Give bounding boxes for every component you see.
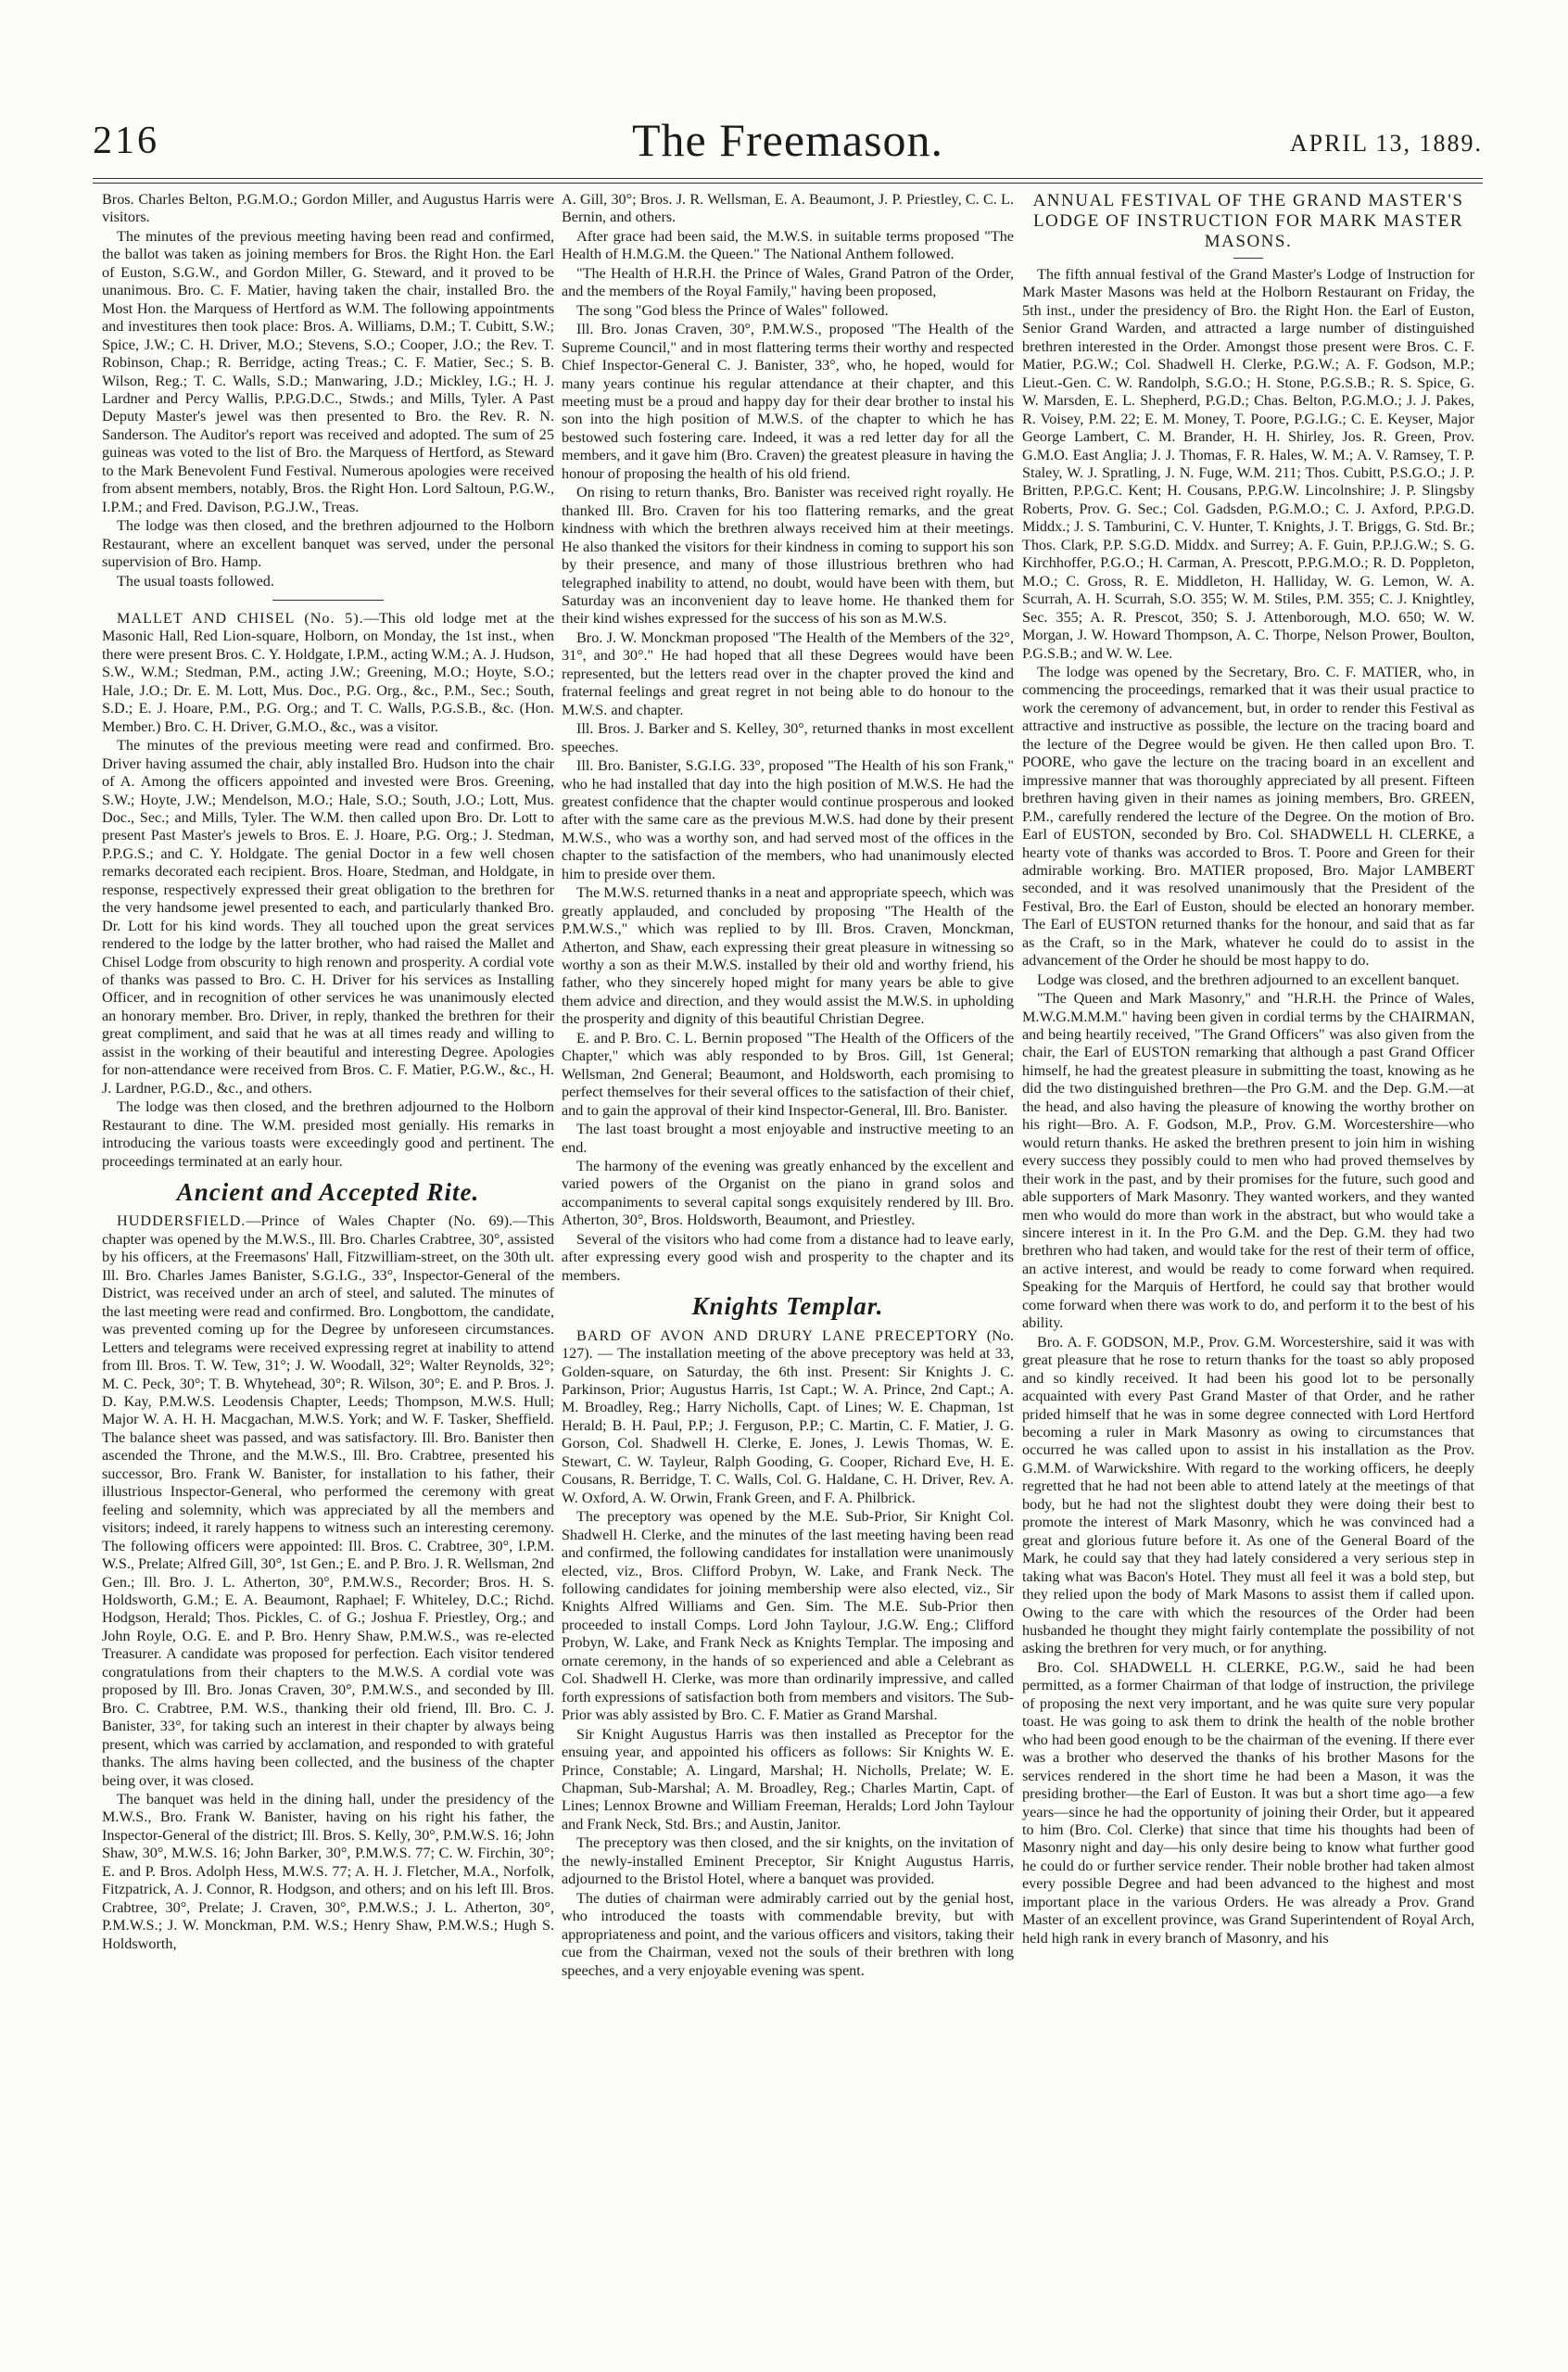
column-1: [102, 191, 554, 2351]
paragraph: After grace had been said, the M.W.S. in suitable terms proposed "The Health of H.M.G.M. the Queen." The National Anthem followed.: [562, 227, 1014, 263]
report-body: (No. 127). — The installation meeting of the above preceptory was held at 33, Golden-square, on Saturday, the 6th inst. Present: Sir Knights J. C. Parkinson, Prior; Augustus Harris, 1st Capt.; W. A. Prince, 2nd Capt.; A. M. Broadley, Reg.; Harry Nicholls, Capt. of Lines; W. E. Chapman, 1st Herald; B. H. Paul, P.P.; J. Ferguson, P.P.; C. Martin, C. F. Matier, J. G. Gorson, Col. Shadwell H. Clerke, E. Jones, J. Lewis Thomas, W. E. Stewart, C. W. Tayleur, Ralph Gooding, G. Cooper, Richard Eve, H. E. Cousans, R. Berridge, T. C. Walls, Col. G. Haldane, C. H. Driver, Rev. A. W. Oxford, A. W. Orwin, Frank Green, and F. A. Philbrick.: [562, 1326, 1014, 1506]
paragraph: The preceptory was opened by the M.E. Sub-Prior, Sir Knight Col. Shadwell H. Clerke, and the minutes of the last meeting having been read and confirmed, the following candidates for installation were unanimously elected, viz., Bros. Clifford Probyn, W. Lake, and Frank Neck. The following candidates for joining membership were also elected, viz., Sir Knights Alfred Williams and Gen. Sim. The M.E. Sub-Prior then proceeded to install Comps. Lord John Taylour, J.G.W. Eng.; Clifford Probyn, W. Lake, and Frank Neck as Knights Templar. The imposing and ornate ceremony, in the hands of so experienced and able a Celebrant as Col. Shadwell H. Clerke, was more than ordinarily impressive, and called forth expressions of satisfaction both from members and visitors. The Sub-Prior was ably assisted by Bro. C. F. Matier as Grand Marshal.: [562, 1508, 1014, 1724]
section-heading-ancient-rite: Ancient and Accepted Rite.: [176, 1178, 480, 1207]
preceptory-name: BARD OF AVON AND DRURY LANE PRECEPTORY: [576, 1326, 980, 1344]
article-heading-annual-festival: ANNUAL FESTIVAL OF THE GRAND MASTER'S LODGE OF INSTRUCTION FOR MARK MASTER MASONS.: [1032, 191, 1464, 251]
paragraph: The preceptory was then closed, and the sir knights, on the invitation of the newly-installed Eminent Preceptor, Sir Knight Augustus Harris, adjourned to the Bristol Hotel, where a banquet was provided.: [562, 1834, 1014, 1888]
paragraph: Ill. Bro. Banister, S.G.I.G. 33°, proposed "The Health of his son Frank," who he had installed that day into the high position of M.W.S. He had the greatest confidence that the chapter would continue prosperous and looked after with the same care as the previous M.W.S. had done by their present M.W.S., who was a worthy son, and had served most of the offices in the chapter to the satisfaction of the members, who had unanimously elected him to preside over them.: [562, 757, 1014, 882]
paragraph: The duties of chairman were admirably carried out by the genial host, who introduced the toasts with commendable brevity, but with appropriateness and point, and the various officers and visitors, taking their cue from the Chairman, vexed not the souls of their brethren with long speeches, and a very enjoyable evening was spent.: [562, 1889, 1014, 1979]
paragraph: Lodge was closed, and the brethren adjourned to an excellent banquet.: [1037, 970, 1460, 988]
page-number: 216: [93, 120, 159, 162]
paragraph: Ill. Bros. J. Barker and S. Kelley, 30°, returned thanks in most excellent speeches.: [562, 720, 1014, 755]
paragraph: The lodge was then closed, and the brethren adjourned to the Holborn Restaurant, where an excellent banquet was served, under the personal supervision of Bro. Hamp.: [102, 517, 554, 571]
heading-divider: [1233, 258, 1263, 259]
paragraph: The fifth annual festival of the Grand Master's Lodge of Instruction for Mark Master Masons was held at the Holborn Restaurant on Friday, the 5th inst., under the presidency of Bro. the Right Hon. the Earl of Euston, Senior Grand Warden, and attracted a large number of distinguished brethren interested in the Order. Amongst those present were Bros. C. F. Matier, P.G.W.; Col. Shadwell H. Clerke, P.G.W.; A. F. Godson, M.P.; Lieut.-Gen. C. W. Randolph, S.G.O.; H. Stone, P.G.S.B.; R. S. Spice, G. W. Marsden, E. L. Shepherd, P.G.D.; Chas. Belton, P.G.M.O.; J. J. Pakes, R. Voisey, P.M. 22; E. M. Money, T. Poore, P.G.I.G.; C. E. Keyser, Major George Lambert, C. M. Brander, H. H. Shirley, Jos. R. Green, Prov. G.M.O. East Anglia; J. J. Thomas, F. R. Hales, W. M.; A. V. Ramsey, T. P. Staley, W. J. Spratling, J. N. Fuge, W.M. 211; Thos. Cubitt, P.S.G.O.; J. P. Britten, P.P.G.C. Kent; H. Cousans, P.P.G.W. Lincolnshire; J. P. Slingsby Roberts, Prov. G. Sec.; Col. Gadsden, P.G.M.O.; C. J. Axford, P.P.G.D. Middx.; J. S. Tamburini, C. V. Hunter, T. Knights, J. T. Briggs, G. Std. Br.; Thos. Clark, P.P. S.G.D. Middx. and Surrey; A. F. Guin, P.P.J.G.W.; S. G. Kirchhoffer, P.G.O.; H. Carman, A. Prescott, P.P.G.M.O.; R. D. Poppleton, M.O.; C. Gross, R. E. Middleton, H. Halliday, W. G. Lemon, W. A. Scurrah, A. H. Scurrah, S.O. 355; W. M. Stiles, P.M. 355; C. J. Knightley, Sec. 355; A. R. Prescot, 350; S. J. Attenborough, M.O. 650; W. W. Morgan, J. W. Howard Thompson, A. C. Thorpe, Nelson Prower, Boulton, P.G.S.B.; and W. W. Lee.: [1022, 266, 1474, 662]
paragraph: Bro. A. F. GODSON, M.P., Prov. G.M. Worcestershire, said it was with great pleasure that he rose to return thanks for the toast so ably proposed and so kindly received. It had been his good lot to be personally acquainted with every Past Grand Master of that Order, and he rather prided himself that he was in some degree connected with Lord Hertford becoming a ruler in Mark Masonry as owing to circumstances that occurred he was called upon to assist in his installation as the Prov. G.M.M. of Warwickshire. With regard to the working officers, he deeply regretted that he had not been able to attend lately at the meetings of that body, but he had not the slightest doubt they were doing their best to promote the interest of Mark Masonry, which he was convinced had a great and glorious future before it. As one of the General Board of the Mark, he could say that they had lately considered a very serious step in taking what was Bacon's Hotel. They must all feel it was a bold step, but they relied upon the body of Mark Masons to assist them if called upon. Owing to the care with which the resources of the Order had been husbanded he thought they might fairly contemplate the possibility of not asking the brethren for very much, or for anything.: [1022, 1333, 1474, 1657]
section-divider: [272, 600, 384, 601]
report-bard-of-avon: [562, 1327, 1014, 1508]
column-2: [562, 191, 1014, 2351]
chapter-name: HUDDERSFIELD.: [117, 1212, 247, 1230]
report-body: —Prince of Wales Chapter (No. 69).—This chapter was opened by the M.W.S., Ill. Bro. Charles Crabtree, 30°, assisted by his officers, at the Freemasons' Hall, Fitzwilliam-street, on the 30th ult. Ill. Bro. Charles James Banister, S.G.I.G., 33°, Inspector-General of the District, was received under an arch of steel, and saluted. The minutes of the last meeting were read and confirmed. Bro. Longbottom, the candidate, was prevented coming up for the Degree by unforeseen circumstances. Letters and telegrams were received expressing regret at inability to attend from Ill. Bros. T. W. Tew, 31°; J. W. Woodall, 32°; Walter Reynolds, 32°; M. C. Peck, 30°; T. B. Whytehead, 30°; R. Wilson, 30°; E. and P. Bros. J. D. Kay, P.M.W.S. Leodensis Chapter, Leeds; Thompson, M.W.S. Hull; Major W. A. H. H. Macgachan, M.W.S. York; and W. F. Tasker, Sheffield. The balance sheet was passed, and was satisfactory. Ill. Bro. Banister then ascended the Throne, and the M.W.S., Ill. Bro. Crabtree, presented his successor, Bro. Frank W. Banister, for installation to his father, their illustrious Inspector-General, who performed the ceremony with great feeling and solemnity, which was appreciated by all the members and visitors; indeed, it rarely happens to witness such an interesting ceremony. The following officers were appointed: Ill. Bros. C. Crabtree, 30°, I.P.M. W.S., Prelate; Alfred Gill, 30°, 1st Gen.; E. and P. Bro. J. R. Wellsman, 2nd Gen.; Ill. Bro. J. L. Atherton, 30°, P.M.W.S., Recorder; Bros. H. S. Holdsworth, G.M.; E. A. Beaumont, Raphael; F. Whiteley, D.C.; Richd. Hodgson, Herald; Thos. Pickles, C. of G.; Joshua F. Priestley, Org.; and John Royle, O.G. E. and P. Bro. Henry Shaw, P.M.W.S., was re-elected Treasurer. A candidate was proposed for perfection. Each visitor tendered congratulations from their chapters to the M.W.S. A cordial vote was proposed by Ill. Bro. Jonas Craven, 30°, P.M.W.S., and seconded by Ill. Bro. C. Crabtree, P.M. W.S., thanking their old friend, Ill. Bro. C. J. Banister, 33°, for taking such an interest in their chapter by always being present, which was carried by acclamation, and responded to with grateful thanks. The alms having been collected, and the business of the chapter being over, it was closed.: [102, 1212, 554, 1789]
paragraph: Ill. Bro. Jonas Craven, 30°, P.M.W.S., proposed "The Health of the Supreme Council," and in most flattering terms their worthy and respected Chief Inspector-General C. J. Banister, 33°, who, he hoped, would for many years continue his regular attendance at their chapter, and this meeting must be a proud and happy day for their dear brother to instal his son into the high position of M.W.S. of the chapter to which he has bestowed such fostering care. Indeed, it was a red letter day for all the members, and it gave him (Bro. Craven) the greatest pleasure in having the honour of proposing the health of his old friend.: [562, 321, 1014, 482]
paragraph: Sir Knight Augustus Harris was then installed as Preceptor for the ensuing year, and appointed his officers as follows: Sir Knights W. E. Prince, Constable; A. Lingard, Marshal; H. Nicholls, Prelate; W. E. Chapman, Sub-Marshal; A. M. Broadley, Reg.; Charles Martin, Capt. of Lines; Lennox Browne and William Freeman, Heralds; Lord John Taylour and Frank Neck, Std. Brs.; and Austin, Janitor.: [562, 1725, 1014, 1833]
paragraph: The lodge was opened by the Secretary, Bro. C. F. MATIER, who, in commencing the proceedings, remarked that it was their usual practice to work the ceremony of advancement, but, in order to render this Festival as attractive and instructive as possible, the lecture on the tracing board and the lecture of the Degree would be given. He then called upon Bro. T. POORE, who gave the lecture on the tracing board in an excellent and impressive manner that was thoroughly appreciated by all present. Fifteen brethren having given in their names as joining members, Bro. GREEN, P.M., carefully rendered the lecture of the Degree. On the motion of Bro. Earl of EUSTON, seconded by Bro. Col. SHADWELL H. CLERKE, a hearty vote of thanks was accorded to Bros. T. Poore and Green for their admirable working. Bro. MATIER proposed, Bro. Major LAMBERT seconded, and it was resolved unanimously that the President of the Festival, Bro. the Earl of Euston, should be elected an honorary member. The Earl of EUSTON returned thanks for the honour, and said that as far as the Craft, so in the Mark, whatever he could do to assist in the advancement of the Order he should be most happy to do.: [1022, 663, 1474, 970]
section-heading-knights-templar: Knights Templar.: [691, 1292, 884, 1321]
paragraph: The banquet was held in the dining hall, under the presidency of the M.W.S., Bro. Frank W. Banister, having on his right his father, the Inspector-General of the district; Ill. Bros. S. Kelly, 30°, P.M.W.S. 16; John Shaw, 30°, M.W.S. 16; John Barker, 30°, P.M.W.S. 77; C. W. Firchin, 30°; E. and P. Bros. Adolph Hess, M.W.S. 77; A. H. J. Fletcher, M.A., Norfolk, Fitzpatrick, A. J. Connor, R. Hodgson, and others; and on his left Ill. Bros. Crabtree, 30°, Prelate; J. Craven, 30°, P.M.W.S.; J. L. Atherton, 30°, P.M.W.S.; J. W. Monckman, P.M. W.S.; Henry Shaw, P.M.W.S.; Hugh S. Holdsworth,: [102, 1790, 554, 1952]
paragraph: The last toast brought a most enjoyable and instructive meeting to an end.: [562, 1121, 1014, 1156]
paragraph: Bro. J. W. Monckman proposed "The Health of the Members of the 32°, 31°, and 30°." He had hoped that all these Degrees would have been represented, but the letters read over in the chapter proved the kind and fraternal feelings and great regret in not being able to do honour to the M.W.S. and chapter.: [562, 628, 1014, 718]
paragraph: On rising to return thanks, Bro. Banister was received right royally. He thanked Ill. Bro. Craven for his too flattering remarks, and the great kindness with which the brethren always received him at their meetings. He also thanked the visitors for their kindness in coming to support his son by their presence, and many of those illustrious brethren who had telegraphed inability to attend, no doubt, would have been with them, but Saturday was an inconvenient day to leave home. He thanked them for their kind wishes expressed for the success of his son as M.W.S.: [562, 484, 1014, 628]
page-header: [93, 114, 1483, 176]
column-3: [1022, 191, 1474, 2351]
paragraph: E. and P. Bro. C. L. Bernin proposed "The Health of the Officers of the Chapter," which was ably responded to by Bros. Gill, 1st General; Wellsman, 2nd General; Beaumont, and Holdsworth, each promising to perfect themselves for their several offices to the satisfaction of their chief, and to gain the approval of their kind Inspector-General, Ill. Bro. Banister.: [562, 1029, 1014, 1119]
paragraph: The minutes of the previous meeting having been read and confirmed, the ballot was taken as joining members for Bros. the Right Hon. the Earl of Euston, S.G.W., and Gordon Miller, G. Steward, and it proved to be unanimous. Bro. C. F. Matier, having taken the chair, installed Bro. the Most Hon. the Marquess of Hertford as W.M. The following appointments and investitures then took place: Bros. A. Williams, D.M.; T. Cubitt, S.W.; Spice, J.W.; C. H. Driver, M.O.; Stevens, S.O.; Cooper, J.O.; the Rev. T. Robinson, Chap.; R. Berridge, acting Treas.; C. F. Matier, Sec.; S. B. Wilson, Reg.; T. C. Walls, S.D.; Manwaring, J.D.; Mickley, I.G.; H. J. Lardner and Percy Wallis, P.P.G.D.C., Stwds.; and Mills, Tyler. A Past Deputy Master's jewel was then presented to Bro. the Rev. R. N. Sanderson. The Auditor's report was received and adopted. The sum of 25 guineas was voted to the list of Bro. the Marquess of Hertford, as Steward to the Mark Benevolent Fund Festival. Numerous apologies were received from absent members, notably, Bros. the Right Hon. Lord Saltoun, P.G.W., I.P.M.; and Fred. Davison, P.G.J.W., Treas.: [102, 227, 554, 515]
paragraph: The minutes of the previous meeting were read and confirmed. Bro. Driver having assumed the chair, ably installed Bro. Hudson into the chair of A. Among the officers appointed and invested were Bros. Greening, S.W.; Hoyte, J.W.; Mendelson, M.O.; Hale, S.O.; South, J.O.; Lott, Mus. Doc., Sec.; and Mills, Tyler. The W.M. then called upon Bro. Dr. Lott to present Past Master's jewels to Bros. E. J. Hoare, P.G. Org.; J. Stedman, P.P.G.S.; and C. Y. Holdgate. The genial Doctor in a few well chosen remarks decorated each recipient. Bros. Hoare, Stedman, and Holdgate, in response, respectively expressed their great obligation to the brethren for the very handsome jewel presented to each, and particularly thanked Bro. Dr. Lott for his kind words. They all touched upon the great services rendered to the lodge by the latter brother, who had raised the Mallet and Chisel Lodge from obscurity to high renown and prosperity. A cordial vote of thanks was passed to Bro. C. H. Driver for his services as Installing Officer, and in recognition of other services he was unanimously elected an honorary member. Bro. Driver, in reply, thanked the brethren for their great compliment, and said that he was at all times ready and willing to assist in the working of their beautiful and interesting Degree. Apologies for non-attendance were received from Bros. C. F. Matier, P.G.W., &c., H. J. Lardner, P.G.D., &c., and others.: [102, 737, 554, 1097]
paragraph: The harmony of the evening was greatly enhanced by the excellent and varied powers of the Organist on the piano in grand solos and accompaniments to several capital songs exquisitely rendered by Ill. Bro. Atherton, 30°, Bros. Holdsworth, Beaumont, and Priestley.: [562, 1158, 1014, 1229]
lodge-name: MALLET AND CHISEL (No. 5).: [117, 609, 364, 627]
header-rule-thin: [93, 183, 1483, 184]
paragraph: The M.W.S. returned thanks in a neat and appropriate speech, which was greatly applauded, and concluded by proposing "The Health of the P.M.W.S.," which was replied to by Ill. Bros. Craven, Monckman, Atherton, and Shaw, each expressing their great pleasure in witnessing so worthy a son as their M.W.S. installed by their old and worthy friend, his father, who they sincerely hoped might for many years be able to give them advice and direction, and they would assist the M.W.S. in upholding the prosperity and dignity of this beautiful Christian Degree.: [562, 884, 1014, 1028]
header-rule: [93, 178, 1483, 179]
paragraph: "The Health of H.R.H. the Prince of Wales, Grand Patron of the Order, and the members of the Royal Family," having been proposed,: [562, 264, 1014, 300]
paragraph: Several of the visitors who had come from a distance had to leave early, after expressing every good wish and prosperity to the chapter and its members.: [562, 1230, 1014, 1284]
paragraph: The lodge was then closed, and the brethren adjourned to the Holborn Restaurant to dine. The W.M. presided most genially. His remarks in introducing the various toasts were exceedingly good and pertinent. The proceedings terminated at an early hour.: [102, 1098, 554, 1170]
report-huddersfield: [102, 1212, 554, 1790]
report-mallet-and-chisel: [102, 610, 554, 736]
paragraph: The usual toasts followed.: [117, 572, 274, 590]
paragraph: The song "God bless the Prince of Wales" followed.: [576, 301, 889, 319]
paragraph: "The Queen and Mark Masonry," and "H.R.H. the Prince of Wales, M.W.G.M.M.M." having been given in cordial terms by the CHAIRMAN, and being heartily received, "The Grand Officers" was also given from the chair, the Earl of EUSTON remarking that although a past Grand Officer himself, he had the greatest pleasure in submitting the toast, knowing as he did the two distinguished brethren—the Pro G.M. and the Dep. G.M.—at the head, and also having the pleasure of knowing the worthy brother on his right—Bro. A. F. Godson, M.P., Prov. G.M. Worcestershire—who would return thanks. He asked the brethren present to join him in wishing every success they possibly could to men who had proved themselves by their work in the past, and by their promises for the future, such good and able supporters of Mark Masonry. They wanted workers, and they wanted men who would do more than work in the abstract, but who would take a sincere interest in it. In the Pro G.M. and the Dep. G.M. they had two brethren who had taken, and would take for the rest of their term of office, an active interest, and would be ready to come forward when required. Speaking for the Marquis of Hertford, he could say that brother would come forward when there was work to do, and perform it to the best of his ability.: [1022, 990, 1474, 1332]
issue-date: APRIL 13, 1889.: [1289, 130, 1483, 157]
paragraph: A. Gill, 30°; Bros. J. R. Wellsman, E. A. Beaumont, J. P. Priestley, C. C. L. Bernin, and others.: [562, 191, 1014, 226]
masthead-title: The Freemason.: [631, 114, 944, 166]
paragraph: Bro. Col. SHADWELL H. CLERKE, P.G.W., said he had been permitted, as a former Chairman of that lodge of instruction, the privilege of proposing the next very important, and he was quite sure very popular toast. He was going to ask them to drink the health of the noble brother who had been good enough to be the chairman of the evening. If there ever was a brother who deserved the thanks of his brother Masons for the services rendered in the short time he had been a Mason, it was the presiding brother—the Earl of Euston. It was but a short time ago—a few years—since he had the opportunity of joining their Order, but it appeared to him (Bro. Col. Clerke) that since that time his thoughts had been of Masonry night and day—his only desire being to know what further good he could do or further service render. Their noble brother had taken almost every possible Degree and had been advanced to the highest and most important place in the various Orders. He was already a Prov. Grand Master of an excellent province, was Grand Superintendent of Royal Arch, held high rank in every branch of Masonry, and his: [1022, 1658, 1474, 1947]
paragraph: Bros. Charles Belton, P.G.M.O.; Gordon Miller, and Augustus Harris were visitors.: [102, 191, 554, 226]
report-body: —This old lodge met at the Masonic Hall, Red Lion-square, Holborn, on Monday, the 1st inst., when there were present Bros. C. Y. Holdgate, I.P.M., acting W.M.; A. J. Hudson, S.W., W.M.; Stedman, P.M., acting J.W.; Greening, M.O.; Hoyte, S.O.; Hale, J.O.; Dr. E. M. Lott, Mus. Doc., P.G. Org., &c., P.M., Sec.; South, S.D.; E. J. Hoare, P.M., P.G. Org.; and T. C. Walls, P.G.S.B., &c. (Hon. Member.) Bro. C. H. Driver, G.M.O., &c., was a visitor.: [102, 609, 554, 735]
